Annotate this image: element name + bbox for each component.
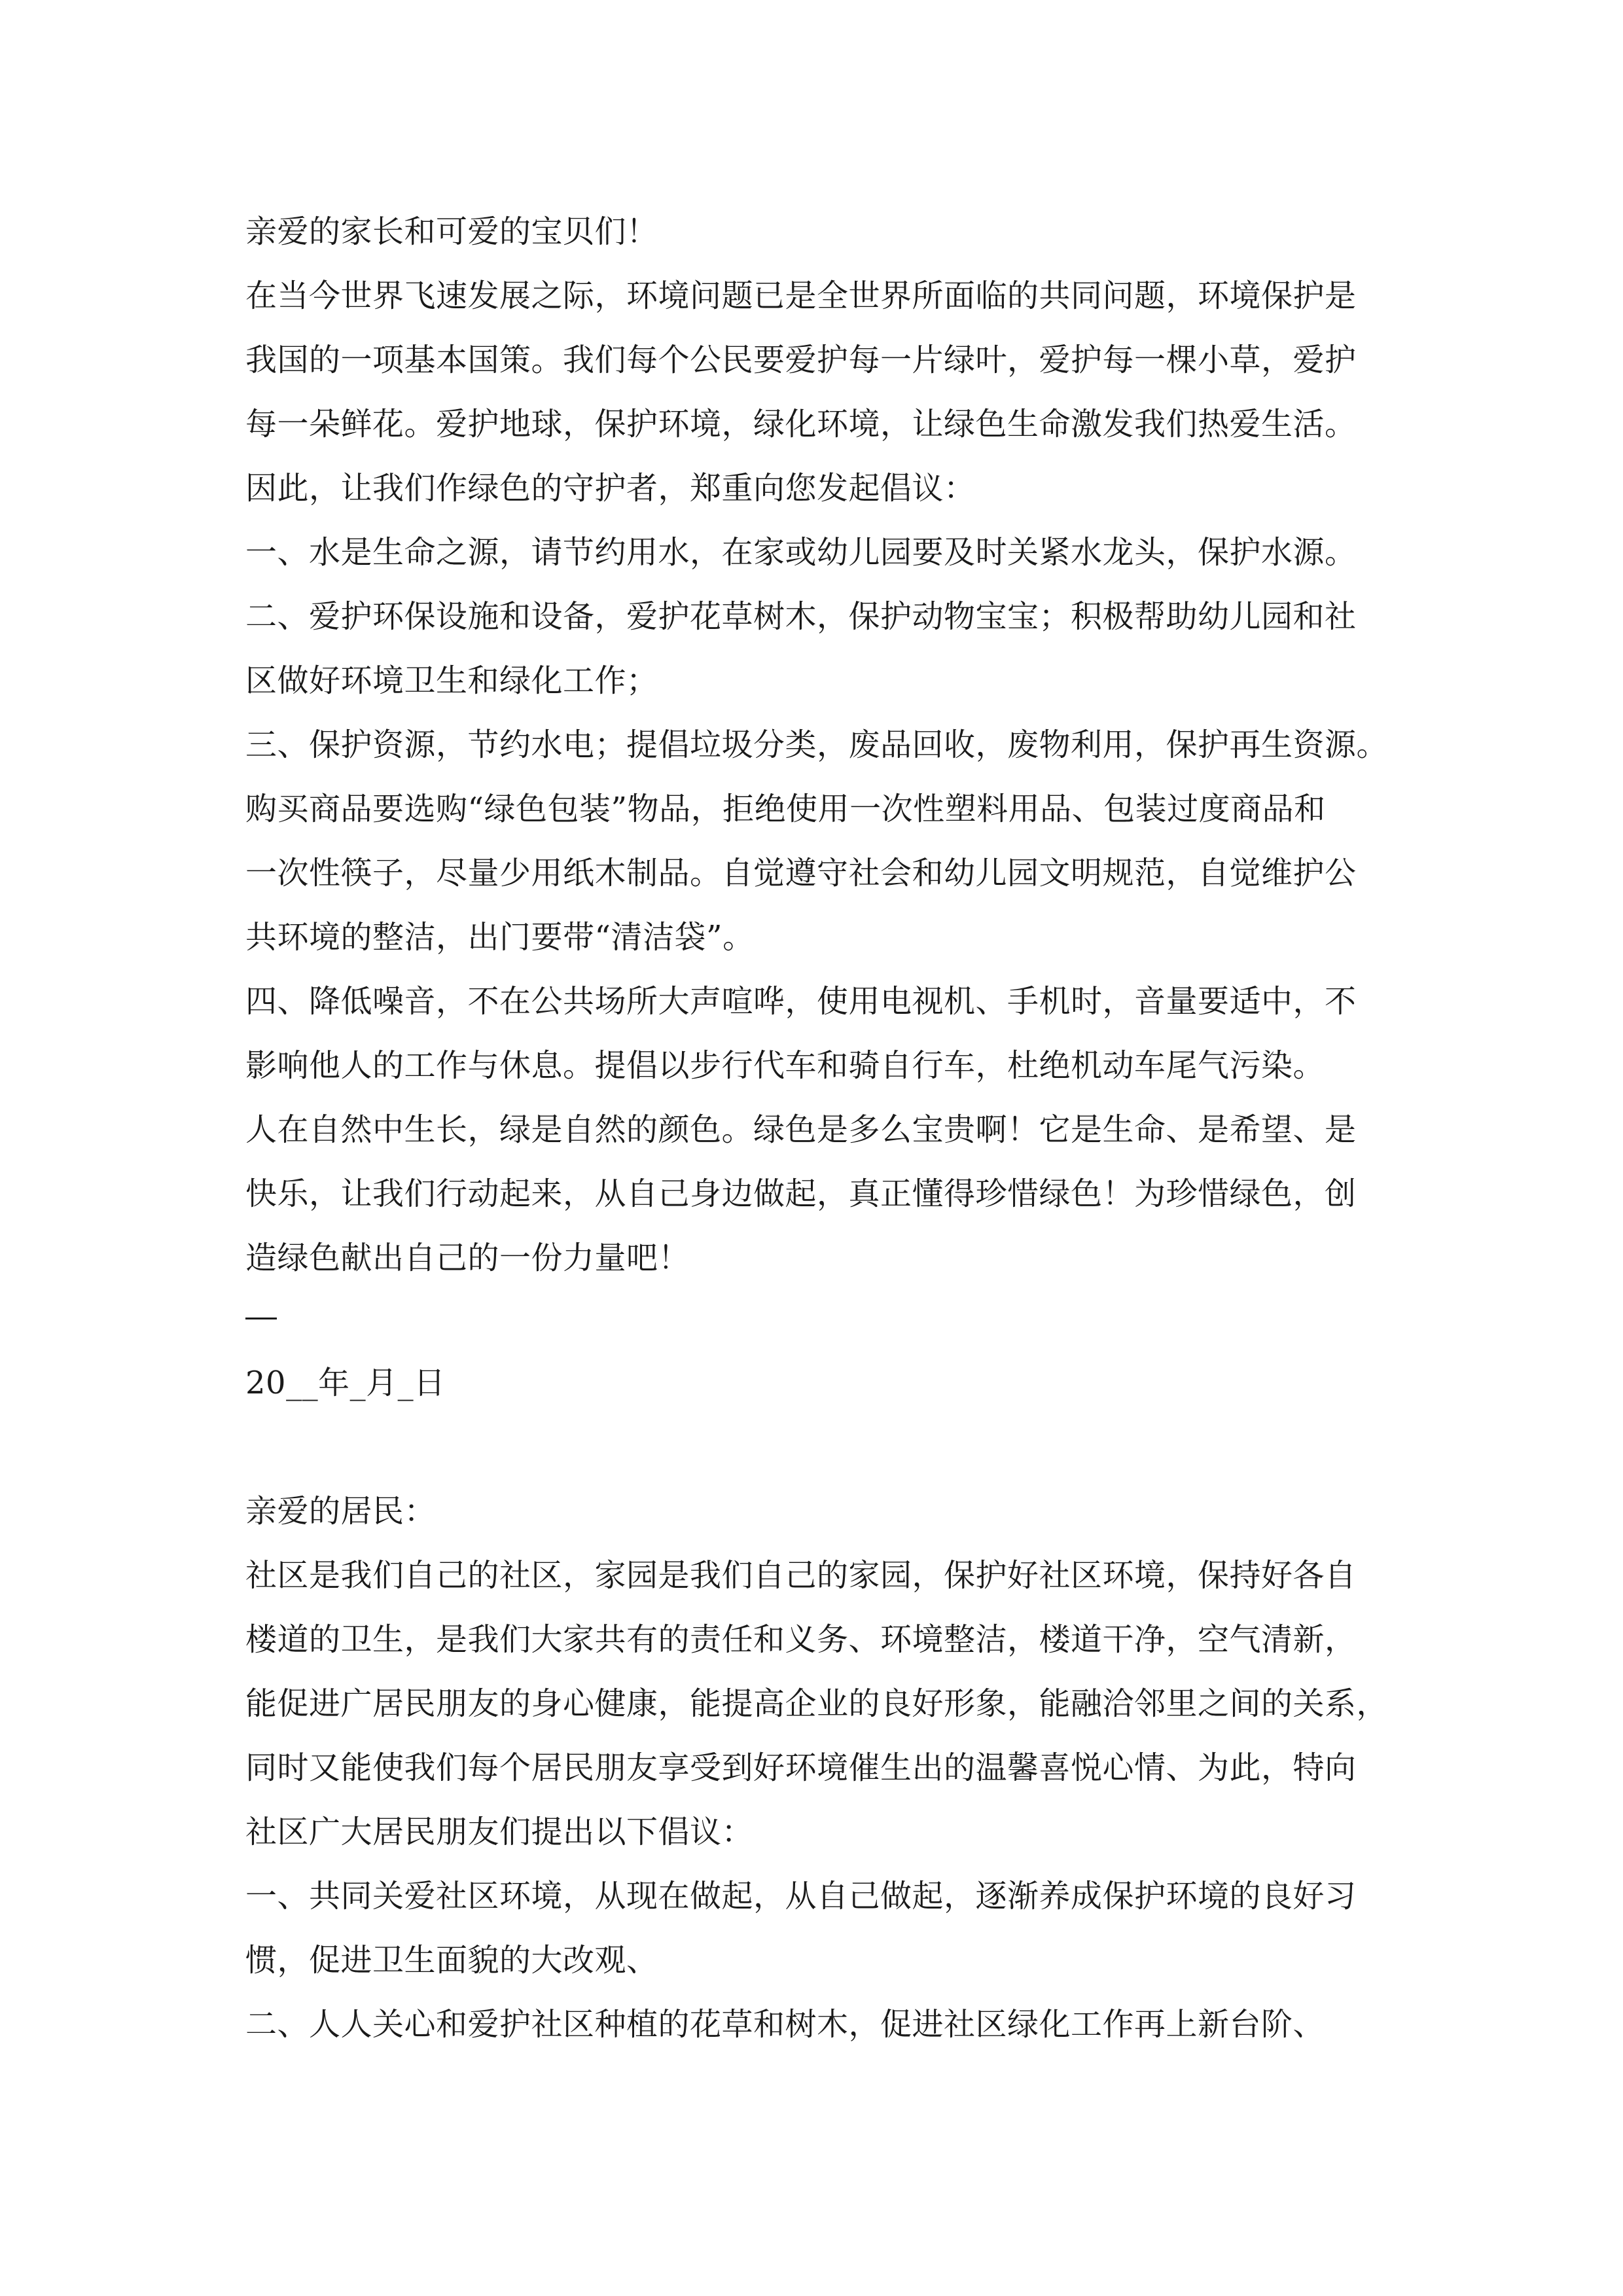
letter1-line: 共环境的整洁，出门要带“清洁袋”。 xyxy=(245,919,755,956)
letter2-line: 惯，促进卫生面貌的大改观、 xyxy=(245,1942,658,1979)
letter1-line: 快乐，让我们行动起来，从自己身边做起，真正懂得珍惜绿色！为珍惜绿色，创 xyxy=(245,1175,1357,1212)
letter2-line: 社区广大居民朋友们提出以下倡议： xyxy=(245,1814,754,1850)
letter1-line: 每一朵鲜花。爱护地球，保护环境，绿化环境，让绿色生命激发我们热爱生活。 xyxy=(245,406,1357,442)
letter2-greeting: 亲爱的居民： xyxy=(245,1493,437,1530)
letter1-line: 二、爱护环保设施和设备，爱护花草树木，保护动物宝宝；积极帮助幼儿园和社 xyxy=(245,598,1357,635)
letter1-line: 购买商品要选购“绿色包装”物品，拒绝使用一次性塑料用品、包装过度商品和 xyxy=(245,791,1326,827)
letter2-line: 楼道的卫生，是我们大家共有的责任和义务、环境整洁，楼道干净，空气清新， xyxy=(245,1621,1357,1658)
letter1-line: 一、水是生命之源，请节约用水，在家或幼儿园要及时关紧水龙头，保护水源。 xyxy=(245,534,1357,571)
letter1-line: 四、降低噪音，不在公共场所大声喧哗，使用电视机、手机时，音量要适中，不 xyxy=(245,983,1357,1020)
letter1-greeting: 亲爱的家长和可爱的宝贝们！ xyxy=(245,213,658,250)
letter1-line: 在当今世界飞速发展之际，环境问题已是全世界所面临的共同问题，环境保护是 xyxy=(245,278,1357,314)
signature-line xyxy=(245,1318,277,1351)
document-body xyxy=(245,200,1397,2056)
letter1-line: 造绿色献出自己的一份力量吧！ xyxy=(245,1240,690,1276)
letter2-line: 同时又能使我们每个居民朋友享受到好环境催生出的温馨喜悦心情、为此，特向 xyxy=(245,1749,1357,1786)
letter2-line: 一、共同关爱社区环境，从现在做起，从自己做起，逐渐养成保护环境的良好习 xyxy=(245,1878,1357,1914)
letter2-line: 社区是我们自己的社区，家园是我们自己的家园，保护好社区环境，保持好各自 xyxy=(245,1557,1357,1594)
letter2-line: 能促进广居民朋友的身心健康，能提高企业的良好形象，能融洽邻里之间的关系， xyxy=(245,1685,1389,1722)
letter1-line: 区做好环境卫生和绿化工作； xyxy=(245,662,658,699)
letter2-line: 二、人人关心和爱护社区种植的花草和树木，促进社区绿化工作再上新台阶、 xyxy=(245,2006,1325,2043)
letter1-line: 我国的一项基本国策。我们每个公民要爱护每一片绿叶，爱护每一棵小草，爱护 xyxy=(245,342,1357,378)
letter1-line: 影响他人的工作与休息。提倡以步行代车和骑自行车，杜绝机动车尾气污染。 xyxy=(245,1047,1325,1084)
letter1-date: 20__年_月_日 xyxy=(245,1365,446,1401)
letter1-line: 三、保护资源，节约水电；提倡垃圾分类，废品回收，废物利用，保护再生资源。 xyxy=(245,726,1389,763)
letter1-line: 因此，让我们作绿色的守护者，郑重向您发起倡议： xyxy=(245,470,976,507)
letter1-line: 一次性筷子，尽量少用纸木制品。自觉遵守社会和幼儿园文明规范，自觉维护公 xyxy=(245,855,1357,891)
section-spacer xyxy=(245,1415,1397,1479)
letter1-line: 人在自然中生长，绿是自然的颜色。绿色是多么宝贵啊！它是生命、是希望、是 xyxy=(245,1111,1357,1148)
